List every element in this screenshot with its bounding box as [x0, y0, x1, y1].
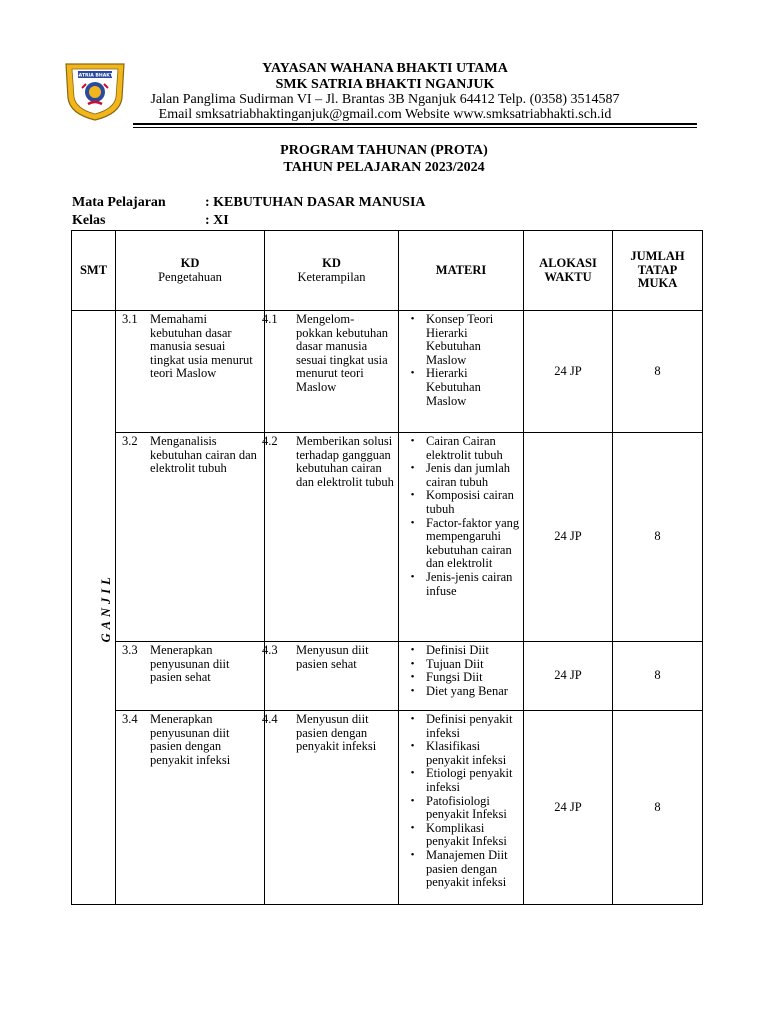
header-materi: MATERI: [399, 231, 524, 311]
kd-pengetahuan-cell: 3.2 Menganalisis kebutuhan cairan dan elektrolit tubuh: [116, 433, 265, 642]
header-alokasi-waktu: ALOKASI WAKTU: [524, 231, 613, 311]
list-item: • Definisi penyakit infeksi: [410, 712, 513, 740]
class-value: : XI: [205, 213, 229, 228]
list-item: • Hierarki Kebutuhan Maslow: [410, 366, 481, 408]
foundation-name: YAYASAN WAHANA BHAKTI UTAMA: [262, 61, 508, 76]
kd-pengetahuan-cell: 3.4 Menerapkan penyusunan diit pasien dengan penyakit infeksi: [116, 711, 265, 905]
alokasi-cell: 24 JP: [524, 642, 613, 711]
header-smt: SMT: [72, 231, 116, 311]
school-address: Jalan Panglima Sudirman VI – Jl. Brantas 3B Nganjuk 64412 Telp. (0358) 3514587: [150, 92, 620, 107]
list-item: • Komplikasi penyakit Infeksi: [410, 820, 507, 849]
letterhead-divider: [133, 123, 697, 125]
table-header-row: [72, 231, 703, 311]
table-row: [72, 433, 703, 642]
letterhead-divider-thin: [133, 127, 697, 128]
jtm-cell: 8: [613, 642, 703, 711]
table-row: [72, 711, 703, 905]
kd-keterampilan-cell: 4.4 Menyusun diit pasien dengan penyakit infeksi: [265, 711, 399, 905]
list-item: • Komposisi cairan tubuh: [410, 488, 514, 516]
subject-value: : KEBUTUHAN DASAR MANUSIA: [205, 195, 426, 210]
jtm-cell: 8: [613, 711, 703, 905]
list-item: • Etiologi penyakit infeksi: [410, 766, 513, 794]
semester-label: GANJIL: [98, 572, 113, 643]
materi-cell: [399, 711, 524, 905]
svg-text:SATRIA BHAKTI: SATRIA BHAKTI: [75, 73, 115, 79]
list-item: • Factor-faktor yang mempengaruhi kebutuhan cairan dan elektrolit: [410, 515, 520, 571]
subject-label: Mata Pelajaran: [72, 195, 166, 210]
materi-cell: [399, 642, 524, 711]
list-item: • Patofisiologi penyakit Infeksi: [410, 793, 507, 822]
header-kd-keterampilan: KD Keterampilan: [265, 231, 399, 311]
document-title: PROGRAM TAHUNAN (PROTA): [280, 143, 488, 158]
jtm-cell: 8: [613, 433, 703, 642]
alokasi-cell: 24 JP: [524, 433, 613, 642]
kd-keterampilan-cell: 4.2 Memberikan solusi terhadap gangguan kebutuhan cairan dan elektrolit tubuh: [265, 433, 399, 642]
list-item: • Jenis-jenis cairan infuse: [410, 569, 513, 598]
table-row: [72, 642, 703, 711]
list-item: • Jenis dan jumlah cairan tubuh: [410, 461, 511, 489]
list-item: • Konsep Teori Hierarki Kebutuhan Maslow: [410, 312, 494, 367]
list-item: • Klasifikasi penyakit infeksi: [410, 739, 507, 767]
semester-cell: [72, 311, 116, 905]
list-item: • Manajemen Diit pasien dengan penyakit infeksi: [410, 847, 508, 890]
jtm-cell: 8: [613, 311, 703, 433]
school-name: SMK SATRIA BHAKTI NGANJUK: [275, 77, 495, 92]
class-label: Kelas: [72, 213, 106, 228]
kd-pengetahuan-cell: 3.1 Memahami kebutuhan dasar manusia sesuai tingkat usia menurut teori Maslow: [116, 311, 265, 433]
alokasi-cell: 24 JP: [524, 311, 613, 433]
list-item: • Tujuan Diit: [410, 656, 484, 671]
academic-year: TAHUN PELAJARAN 2023/2024: [283, 160, 485, 175]
materi-cell: [399, 433, 524, 642]
list-item: • Fungsi Diit: [410, 670, 483, 685]
alokasi-cell: 24 JP: [524, 711, 613, 905]
list-item: • Definisi Diit: [410, 643, 489, 657]
prota-table: [71, 230, 703, 905]
header-kd-pengetahuan: KD Pengetahuan: [116, 231, 265, 311]
kd-keterampilan-cell: 4.3 Menyusun diit pasien sehat: [265, 642, 399, 711]
list-item: • Diet yang Benar: [410, 683, 508, 698]
kd-pengetahuan-cell: 3.3 Menerapkan penyusunan diit pasien sehat: [116, 642, 265, 711]
kd-keterampilan-cell: 4.1 Mengelom- pokkan kebutuhan dasar manusia sesuai tingkat usia menurut teori Maslow: [265, 311, 399, 433]
materi-cell: [399, 311, 524, 433]
table-row: [72, 311, 703, 433]
list-item: • Cairan Cairan elektrolit tubuh: [410, 434, 503, 462]
header-jumlah-tatap-muka: JUMLAH TATAP MUKA: [613, 231, 703, 311]
school-logo: [62, 58, 128, 122]
school-contact: Email smksatriabhaktinganjuk@gmail.com Website www.smksatriabhakti.sch.id: [158, 107, 612, 122]
